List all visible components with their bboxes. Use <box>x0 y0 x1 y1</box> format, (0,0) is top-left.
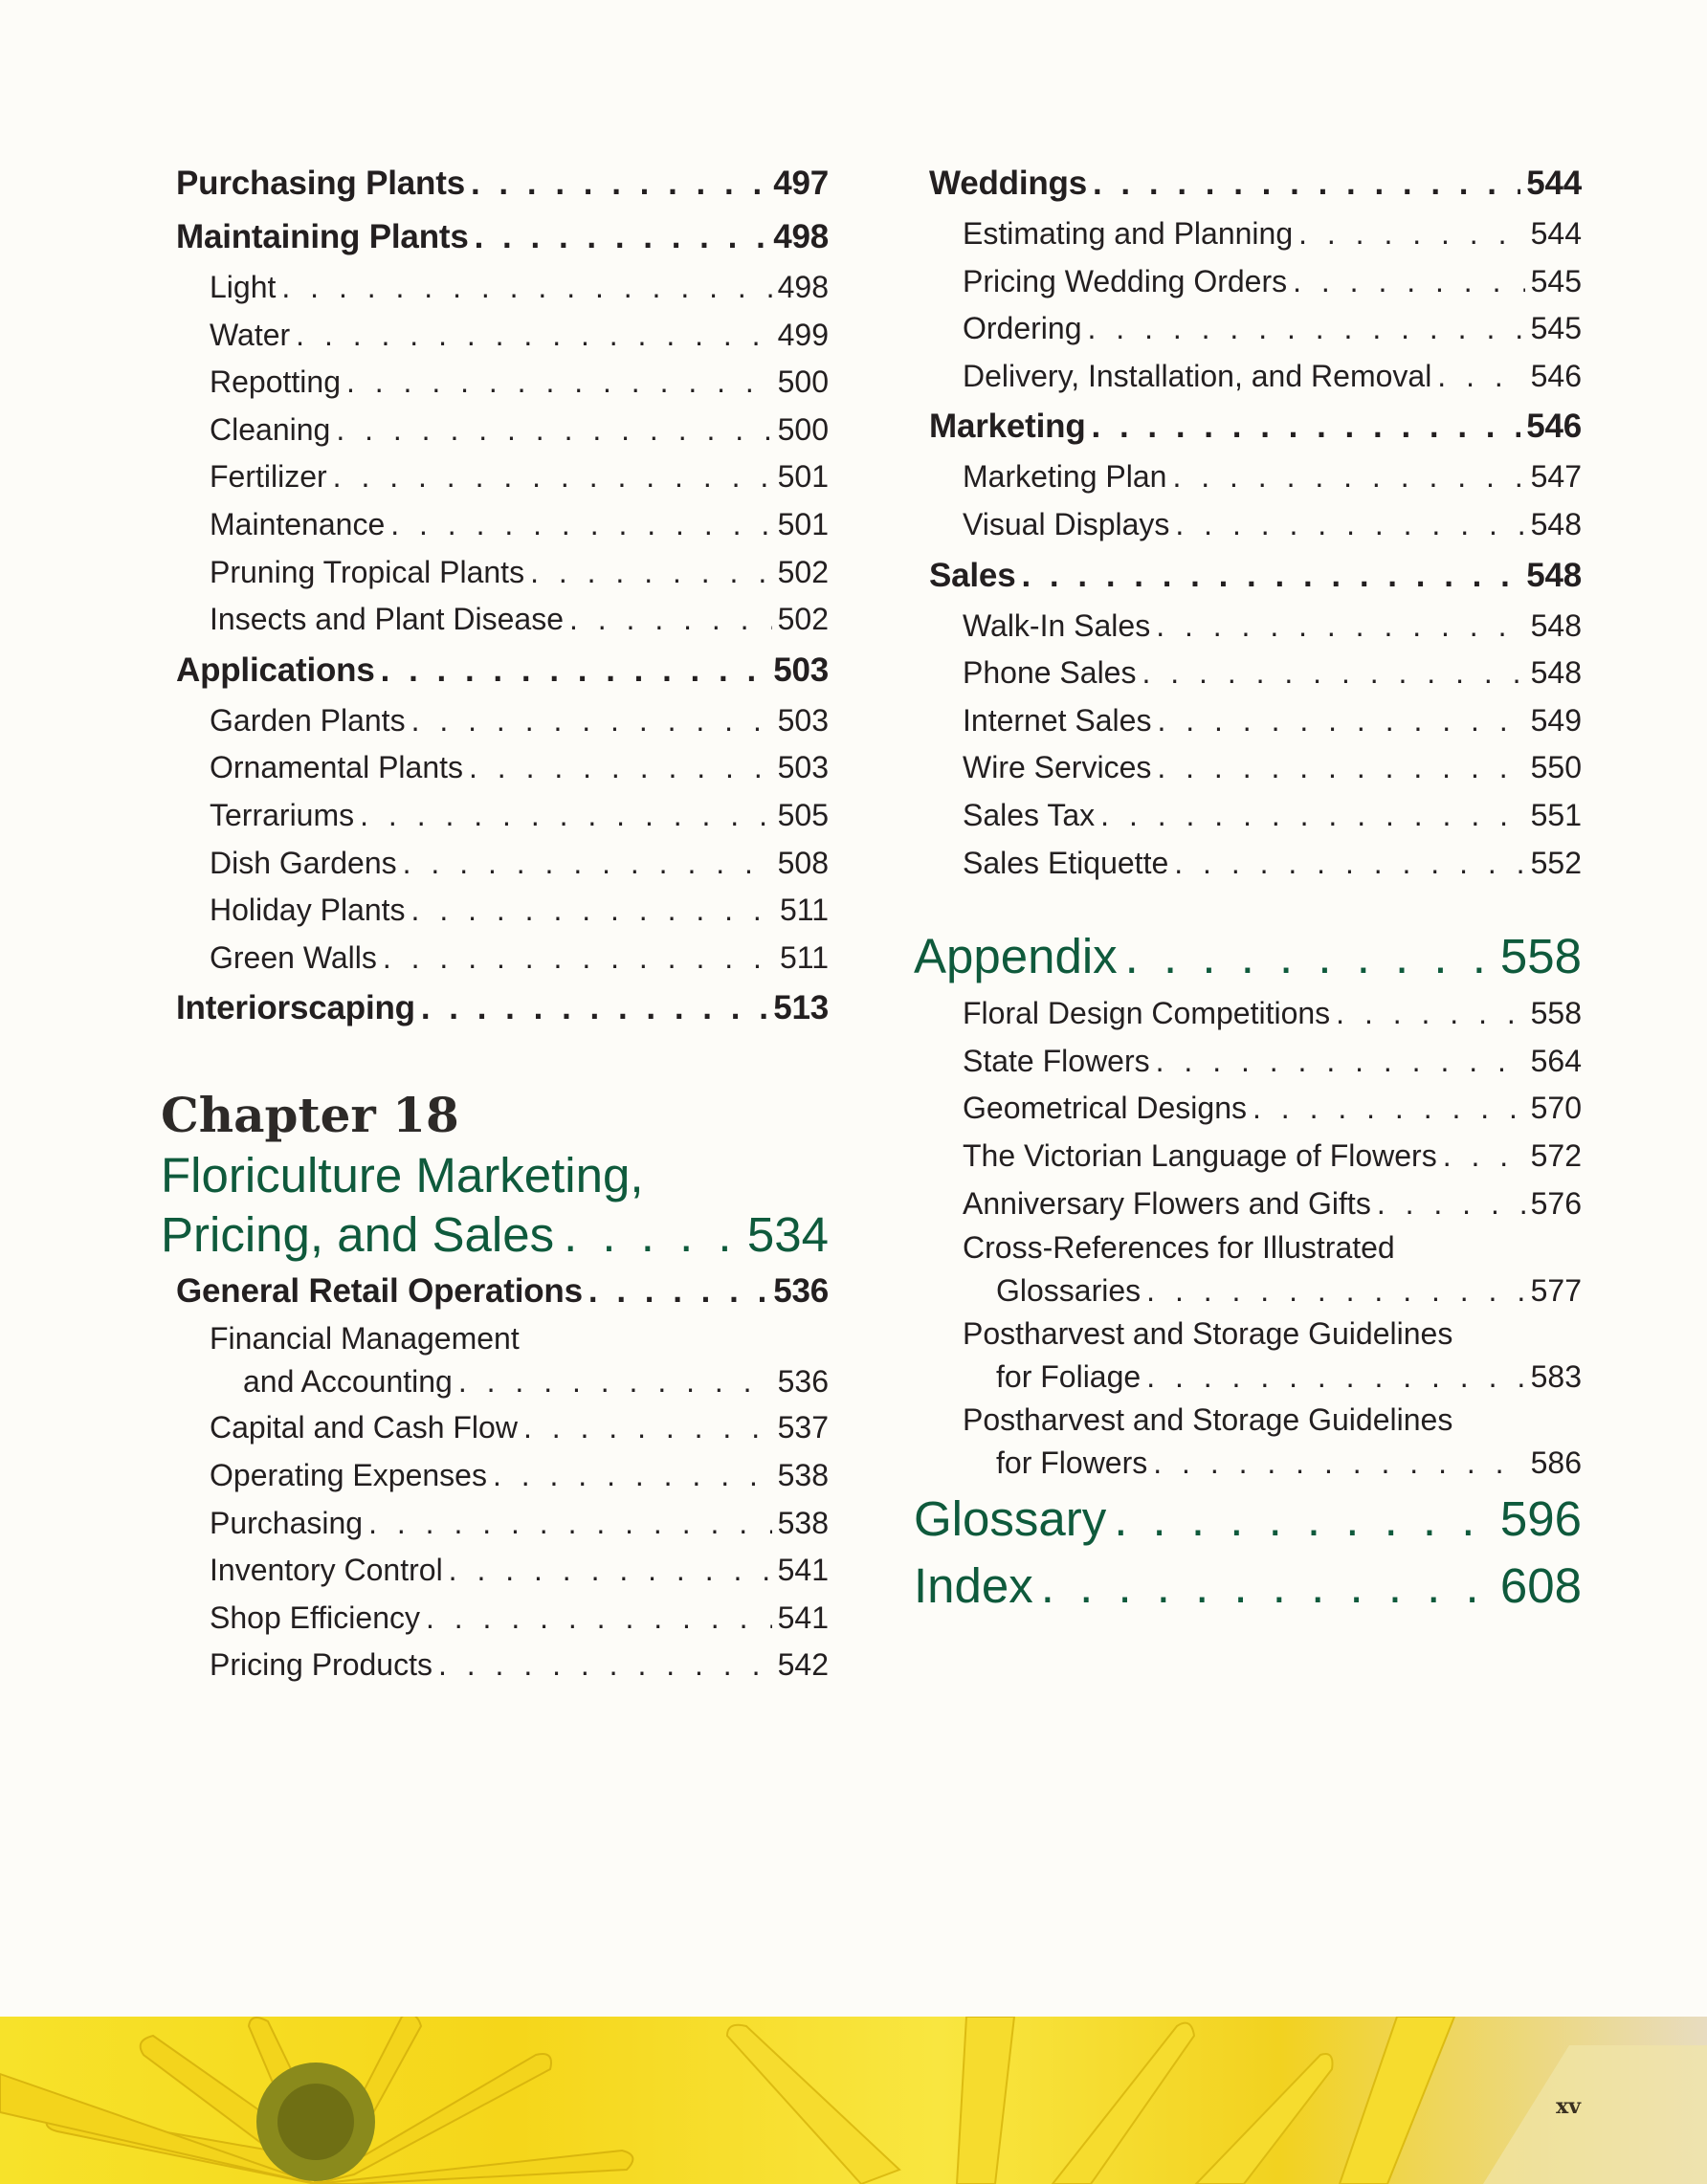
page-number: 536 <box>777 1364 829 1400</box>
dot-leader <box>1142 650 1524 697</box>
section-title: Purchasing Plants <box>176 165 465 202</box>
dot-leader <box>1125 923 1493 990</box>
page-folio: xv <box>1556 2094 1581 2119</box>
toc-entry <box>914 744 1582 792</box>
page-number: 548 <box>1530 506 1582 541</box>
toc-entry <box>914 1180 1582 1228</box>
dot-leader <box>564 1205 738 1265</box>
page-number: 548 <box>1530 607 1582 643</box>
dot-leader <box>1092 400 1521 453</box>
dot-leader <box>426 1595 772 1643</box>
toc-entry <box>161 840 829 888</box>
appendix-heading <box>914 923 1582 990</box>
entry-label: Purchasing <box>210 1505 364 1540</box>
dot-leader <box>1100 792 1524 840</box>
dot-leader <box>333 453 772 501</box>
toc-entry <box>161 596 829 644</box>
page-number: 548 <box>1530 655 1582 691</box>
dot-leader <box>1293 258 1525 306</box>
toc-entry <box>914 1133 1582 1180</box>
dot-leader <box>1172 453 1524 501</box>
page-number: 537 <box>777 1410 829 1445</box>
entry-label: Geometrical Designs <box>963 1091 1247 1126</box>
toc-entry <box>914 501 1582 549</box>
appendix-title: Appendix <box>914 929 1118 984</box>
toc-entry <box>914 1354 1582 1400</box>
dot-leader <box>1157 697 1524 745</box>
page-number: 545 <box>1530 311 1582 346</box>
dot-leader <box>1298 210 1525 258</box>
index-title: Index <box>914 1558 1033 1614</box>
toc-entry <box>161 359 829 407</box>
dot-leader <box>1088 305 1525 353</box>
dot-leader <box>458 1358 772 1404</box>
toc-section-heading <box>161 210 829 264</box>
page-number: 498 <box>773 218 829 255</box>
page-number: 511 <box>779 893 829 928</box>
page-number: 596 <box>1499 1491 1582 1547</box>
entry-label: for Foliage <box>996 1359 1142 1395</box>
dot-leader <box>381 644 768 697</box>
toc-section-heading <box>161 644 829 697</box>
toc-entry <box>914 697 1582 745</box>
page-number: 577 <box>1530 1273 1582 1309</box>
entry-label: Insects and Plant Disease <box>210 602 564 637</box>
dot-leader <box>1156 1038 1525 1086</box>
page-number: 513 <box>773 989 829 1027</box>
chapter-title-line1: Floriculture Marketing, <box>161 1148 644 1203</box>
entry-label: Walk-In Sales <box>963 607 1151 643</box>
entry-label: Ornamental Plants <box>210 750 464 785</box>
entry-label: and Accounting <box>243 1364 453 1400</box>
flower-banner-image <box>0 2017 1707 2184</box>
page-number: 608 <box>1499 1558 1582 1614</box>
page-number: 538 <box>777 1505 829 1540</box>
dot-leader <box>1146 1354 1524 1400</box>
glossary-heading <box>914 1486 1582 1553</box>
entry-label: Pricing Wedding Orders <box>963 263 1288 298</box>
toc-entry <box>161 501 829 549</box>
toc-right-column <box>914 157 1582 1620</box>
page-number: 564 <box>1530 1043 1582 1078</box>
dot-leader <box>1174 840 1524 888</box>
dot-leader <box>449 1547 772 1595</box>
page-number: 548 <box>1526 556 1582 594</box>
toc-entry <box>161 453 829 501</box>
entry-label: Cleaning <box>210 411 331 447</box>
entry-label: Holiday Plants <box>210 893 406 928</box>
toc-section-heading <box>161 157 829 210</box>
page-number: 502 <box>777 602 829 637</box>
dot-leader <box>1114 1486 1493 1553</box>
page-number: 586 <box>1530 1445 1582 1481</box>
dot-leader <box>390 501 771 549</box>
dot-leader <box>1175 501 1524 549</box>
dot-leader <box>281 264 771 312</box>
entry-label: Floral Design Competitions <box>963 996 1331 1031</box>
toc-entry <box>161 1595 829 1643</box>
dot-leader <box>1153 1440 1524 1486</box>
dot-leader <box>336 407 771 454</box>
dot-leader <box>1437 353 1524 401</box>
page-number: 576 <box>1530 1185 1582 1221</box>
entry-label: The Victorian Language of Flowers <box>963 1137 1437 1173</box>
dot-leader <box>411 697 772 745</box>
dot-leader <box>360 792 771 840</box>
section-title: Maintaining Plants <box>176 218 469 255</box>
entry-label: for Flowers <box>996 1445 1148 1481</box>
dot-leader <box>1157 744 1524 792</box>
page-number: 500 <box>777 411 829 447</box>
dot-leader <box>368 1500 772 1548</box>
toc-entry <box>914 258 1582 306</box>
dot-leader <box>1377 1180 1525 1228</box>
chapter-title-row <box>161 1205 829 1265</box>
toc-entry-first-line: Financial Management <box>210 1321 520 1357</box>
toc-left-column <box>161 157 829 1689</box>
dot-leader <box>493 1452 772 1500</box>
dot-leader <box>469 744 772 792</box>
page-number: 558 <box>1530 996 1582 1031</box>
dot-leader <box>1041 1553 1493 1620</box>
index-heading <box>914 1553 1582 1620</box>
section-title: Weddings <box>929 165 1087 202</box>
entry-label: Visual Displays <box>963 506 1170 541</box>
toc-section-heading <box>161 1265 829 1318</box>
toc-entry <box>161 697 829 745</box>
toc-section-heading <box>914 549 1582 603</box>
toc-entry <box>914 1440 1582 1486</box>
page-number: 503 <box>777 702 829 738</box>
dot-leader <box>383 935 774 982</box>
toc-entry <box>914 453 1582 501</box>
toc-entry <box>914 210 1582 258</box>
page-number: 538 <box>777 1457 829 1492</box>
section-title: General Retail Operations <box>176 1272 583 1311</box>
entry-label: Marketing Plan <box>963 459 1167 495</box>
entry-label: Water <box>210 317 291 352</box>
toc-entry-first-line: Cross-References for Illustrated <box>963 1230 1395 1266</box>
page-number: 572 <box>1530 1137 1582 1173</box>
dot-leader <box>475 210 768 264</box>
page-number: 505 <box>777 797 829 832</box>
toc-entry <box>914 1038 1582 1086</box>
page-number: 545 <box>1530 263 1582 298</box>
page-number: 546 <box>1526 408 1582 446</box>
section-title: Applications <box>176 651 375 689</box>
entry-label: Light <box>210 270 277 304</box>
chapter-title-line2: Pricing, and Sales <box>161 1207 555 1263</box>
dot-leader <box>1093 157 1520 210</box>
page-number: 546 <box>1530 358 1582 393</box>
toc-entry <box>161 264 829 312</box>
entry-label: Operating Expenses <box>210 1457 487 1492</box>
dot-leader <box>1156 603 1524 651</box>
dot-leader <box>1253 1085 1525 1133</box>
toc-entry <box>914 353 1582 401</box>
toc-entry <box>161 1404 829 1452</box>
toc-entry-first-line: Postharvest and Storage Guidelines <box>963 1402 1453 1438</box>
dot-leader <box>1021 549 1520 603</box>
dot-leader <box>588 1265 767 1318</box>
page-number: 544 <box>1530 216 1582 251</box>
page-number: 503 <box>777 750 829 785</box>
glossary-title: Glossary <box>914 1491 1107 1547</box>
section-title: Marketing <box>929 408 1086 446</box>
chapter-title <box>161 1146 829 1265</box>
entry-label: Glossaries <box>996 1273 1142 1309</box>
toc-entry <box>161 1500 829 1548</box>
dot-leader <box>471 157 767 210</box>
entry-label: Shop Efficiency <box>210 1599 420 1635</box>
page-number: 547 <box>1530 459 1582 495</box>
page-number: 550 <box>1530 750 1582 785</box>
page-number: 551 <box>1530 797 1582 832</box>
entry-label: Wire Services <box>963 750 1152 785</box>
entry-label: Maintenance <box>210 506 386 541</box>
dot-leader <box>346 359 772 407</box>
page-number: 497 <box>773 165 829 202</box>
toc-entry <box>161 549 829 597</box>
entry-label: Sales Etiquette <box>963 845 1169 880</box>
entry-label: Terrariums <box>210 797 355 832</box>
page-number: 549 <box>1530 702 1582 738</box>
toc-entry <box>161 1452 829 1500</box>
page-number: 498 <box>777 270 829 304</box>
page-number: 508 <box>777 845 829 880</box>
entry-label: Delivery, Installation, and Removal <box>963 358 1432 393</box>
toc-section-heading <box>161 982 829 1035</box>
toc-entry <box>914 1085 1582 1133</box>
section-title: Interiorscaping <box>176 989 415 1027</box>
dot-leader <box>523 1404 772 1452</box>
toc-entry <box>161 312 829 360</box>
toc-entry <box>161 407 829 454</box>
toc-section-heading <box>914 157 1582 210</box>
dot-leader <box>1443 1133 1525 1180</box>
toc-entry <box>914 1268 1582 1313</box>
entry-label: Sales Tax <box>963 797 1096 832</box>
page-number: 558 <box>1499 929 1582 984</box>
yellow-daisy-illustration <box>0 2017 1707 2184</box>
toc-section-heading <box>914 400 1582 453</box>
page-number: 570 <box>1530 1091 1582 1126</box>
entry-label: Ordering <box>963 311 1082 346</box>
toc-entry <box>161 935 829 982</box>
page-number: 534 <box>746 1207 829 1263</box>
toc-entry <box>161 744 829 792</box>
toc-entry <box>914 792 1582 840</box>
page-number: 501 <box>777 506 829 541</box>
toc-entry <box>914 650 1582 697</box>
entry-label: Capital and Cash Flow <box>210 1410 518 1445</box>
page-number: 583 <box>1530 1359 1582 1395</box>
entry-label: Pruning Tropical Plants <box>210 554 525 589</box>
toc-entry <box>161 1547 829 1595</box>
toc-entry <box>161 1358 829 1404</box>
page-number: 499 <box>777 317 829 352</box>
dot-leader <box>296 312 771 360</box>
entry-label: Phone Sales <box>963 655 1137 691</box>
entry-label: Repotting <box>210 364 341 400</box>
page-number: 536 <box>773 1272 829 1311</box>
entry-label: Green Walls <box>210 939 377 975</box>
page-number: 500 <box>777 364 829 400</box>
entry-label: Pricing Products <box>210 1647 432 1683</box>
dot-leader <box>438 1642 772 1689</box>
dot-leader <box>421 982 767 1035</box>
entry-label: Fertilizer <box>210 459 327 495</box>
entry-label: State Flowers <box>963 1043 1150 1078</box>
dot-leader <box>1146 1268 1524 1313</box>
toc-entry <box>914 603 1582 651</box>
toc-entry <box>161 887 829 935</box>
toc-entry <box>161 1642 829 1689</box>
entry-label: Garden Plants <box>210 702 406 738</box>
daisy-center-inner <box>277 2084 354 2160</box>
entry-label: Dish Gardens <box>210 845 397 880</box>
dot-leader <box>530 549 772 597</box>
dot-leader <box>411 887 774 935</box>
toc-entry <box>161 792 829 840</box>
toc-entry <box>914 990 1582 1038</box>
page-number: 544 <box>1526 165 1582 202</box>
entry-label: Inventory Control <box>210 1553 443 1588</box>
page-number: 541 <box>777 1553 829 1588</box>
entry-label: Estimating and Planning <box>963 216 1294 251</box>
toc-entry <box>914 305 1582 353</box>
toc-entry-first-line: Postharvest and Storage Guidelines <box>963 1316 1453 1352</box>
page-number: 503 <box>773 651 829 689</box>
page-number: 511 <box>779 939 829 975</box>
dot-leader <box>569 596 772 644</box>
page-number: 552 <box>1530 845 1582 880</box>
page-number: 502 <box>777 554 829 589</box>
dot-leader <box>1336 990 1524 1038</box>
section-title: Sales <box>929 556 1016 594</box>
page-number: 542 <box>777 1647 829 1683</box>
entry-label: Internet Sales <box>963 702 1152 738</box>
chapter-number: Chapter 18 <box>161 1087 459 1144</box>
toc-entry <box>914 840 1582 888</box>
page-number: 541 <box>777 1599 829 1635</box>
page-number: 501 <box>777 459 829 495</box>
dot-leader <box>403 840 772 888</box>
entry-label: Anniversary Flowers and Gifts <box>963 1185 1371 1221</box>
